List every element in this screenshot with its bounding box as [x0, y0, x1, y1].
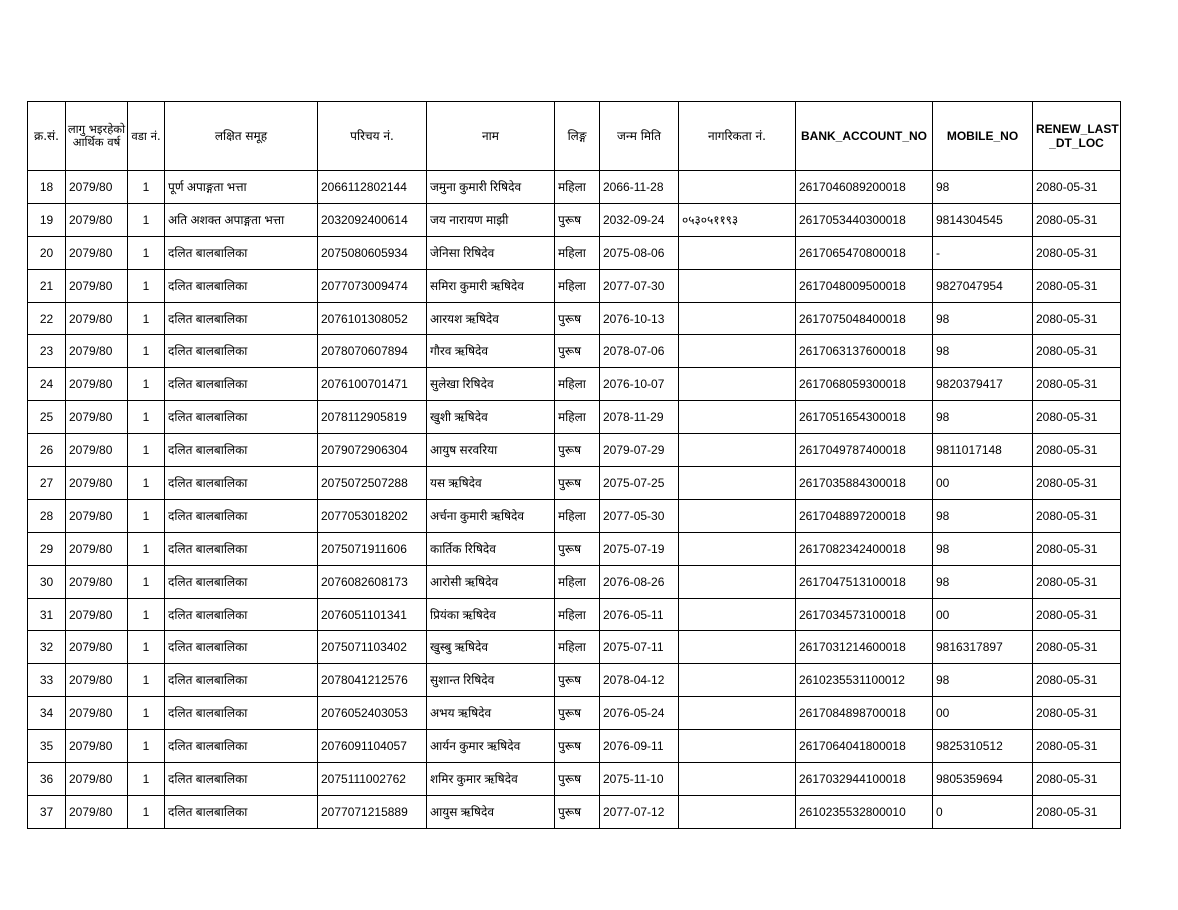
cell-citizenship — [679, 171, 796, 204]
cell-citizenship — [679, 664, 796, 697]
cell-gender: पुरूष — [555, 434, 600, 467]
header-gender: लिङ्ग — [555, 102, 600, 171]
cell-renew-date: 2080-05-31 — [1033, 664, 1121, 697]
cell-bank-account: 2617048897200018 — [796, 499, 933, 532]
cell-renew-date: 2080-05-31 — [1033, 467, 1121, 500]
cell-serial: 21 — [28, 269, 66, 302]
table-row — [28, 565, 1121, 598]
cell-id-number: 2076082608173 — [318, 565, 427, 598]
cell-target-group: दलित बालबालिका — [165, 795, 318, 828]
cell-target-group: दलित बालबालिका — [165, 499, 318, 532]
header-dob: जन्म मिति — [600, 102, 679, 171]
cell-gender: महिला — [555, 401, 600, 434]
cell-ward: 1 — [128, 171, 165, 204]
header-fiscal-year: लागु भइरहेको आर्थिक वर्ष — [66, 102, 128, 171]
cell-ward: 1 — [128, 631, 165, 664]
cell-citizenship — [679, 434, 796, 467]
cell-citizenship — [679, 598, 796, 631]
cell-target-group: दलित बालबालिका — [165, 434, 318, 467]
cell-fiscal-year: 2079/80 — [66, 368, 128, 401]
cell-ward: 1 — [128, 697, 165, 730]
cell-name: जय नारायण माझी — [427, 203, 555, 236]
cell-fiscal-year: 2079/80 — [66, 171, 128, 204]
cell-id-number: 2079072906304 — [318, 434, 427, 467]
cell-mobile: 98 — [933, 499, 1033, 532]
cell-target-group: अति अशक्त अपाङ्गता भत्ता — [165, 203, 318, 236]
cell-name: खुशी ऋषिदेव — [427, 401, 555, 434]
cell-citizenship — [679, 697, 796, 730]
cell-serial: 35 — [28, 730, 66, 763]
cell-ward: 1 — [128, 565, 165, 598]
cell-fiscal-year: 2079/80 — [66, 335, 128, 368]
cell-serial: 36 — [28, 763, 66, 796]
cell-gender: महिला — [555, 565, 600, 598]
cell-ward: 1 — [128, 532, 165, 565]
cell-serial: 31 — [28, 598, 66, 631]
cell-bank-account: 2617047513100018 — [796, 565, 933, 598]
cell-gender: पुरूष — [555, 467, 600, 500]
cell-target-group: पूर्ण अपाङ्गता भत्ता — [165, 171, 318, 204]
cell-serial: 23 — [28, 335, 66, 368]
cell-gender: पुरूष — [555, 730, 600, 763]
cell-serial: 19 — [28, 203, 66, 236]
cell-serial: 33 — [28, 664, 66, 697]
cell-citizenship: ०५३०५११९३ — [679, 203, 796, 236]
cell-mobile: 98 — [933, 565, 1033, 598]
cell-target-group: दलित बालबालिका — [165, 302, 318, 335]
cell-fiscal-year: 2079/80 — [66, 532, 128, 565]
cell-gender: पुरूष — [555, 697, 600, 730]
cell-target-group: दलित बालबालिका — [165, 236, 318, 269]
cell-citizenship — [679, 269, 796, 302]
cell-target-group: दलित बालबालिका — [165, 467, 318, 500]
cell-gender: पुरूष — [555, 302, 600, 335]
cell-id-number: 2075072507288 — [318, 467, 427, 500]
cell-id-number: 2075080605934 — [318, 236, 427, 269]
cell-citizenship — [679, 302, 796, 335]
cell-target-group: दलित बालबालिका — [165, 631, 318, 664]
cell-ward: 1 — [128, 763, 165, 796]
cell-fiscal-year: 2079/80 — [66, 203, 128, 236]
cell-renew-date: 2080-05-31 — [1033, 171, 1121, 204]
cell-mobile: 00 — [933, 467, 1033, 500]
cell-mobile: 9816317897 — [933, 631, 1033, 664]
table-row — [28, 730, 1121, 763]
cell-id-number: 2032092400614 — [318, 203, 427, 236]
cell-mobile: - — [933, 236, 1033, 269]
beneficiary-table — [27, 101, 1121, 829]
table-row — [28, 302, 1121, 335]
cell-gender: महिला — [555, 269, 600, 302]
table-row — [28, 499, 1121, 532]
cell-id-number: 2075111002762 — [318, 763, 427, 796]
cell-gender: पुरूष — [555, 532, 600, 565]
cell-serial: 22 — [28, 302, 66, 335]
cell-id-number: 2077071215889 — [318, 795, 427, 828]
cell-ward: 1 — [128, 302, 165, 335]
cell-serial: 28 — [28, 499, 66, 532]
header-serial: क्र.सं. — [28, 102, 66, 171]
cell-citizenship — [679, 565, 796, 598]
cell-citizenship — [679, 401, 796, 434]
table-body — [28, 171, 1121, 829]
cell-gender: पुरूष — [555, 763, 600, 796]
cell-ward: 1 — [128, 335, 165, 368]
table-row — [28, 697, 1121, 730]
cell-citizenship — [679, 499, 796, 532]
cell-ward: 1 — [128, 598, 165, 631]
table-row — [28, 203, 1121, 236]
table-row — [28, 467, 1121, 500]
cell-mobile: 98 — [933, 302, 1033, 335]
cell-target-group: दलित बालबालिका — [165, 664, 318, 697]
table-row — [28, 335, 1121, 368]
header-target-group: लक्षित समूह — [165, 102, 318, 171]
cell-dob: 2078-04-12 — [600, 664, 679, 697]
cell-gender: पुरूष — [555, 664, 600, 697]
cell-bank-account: 2617034573100018 — [796, 598, 933, 631]
cell-bank-account: 2617031214600018 — [796, 631, 933, 664]
cell-renew-date: 2080-05-31 — [1033, 763, 1121, 796]
cell-name: अर्चना कुमारी ऋषिदेव — [427, 499, 555, 532]
cell-renew-date: 2080-05-31 — [1033, 236, 1121, 269]
cell-mobile: 9811017148 — [933, 434, 1033, 467]
cell-gender: पुरूष — [555, 795, 600, 828]
cell-citizenship — [679, 467, 796, 500]
cell-citizenship — [679, 795, 796, 828]
cell-dob: 2077-05-30 — [600, 499, 679, 532]
cell-dob: 2032-09-24 — [600, 203, 679, 236]
cell-fiscal-year: 2079/80 — [66, 697, 128, 730]
cell-bank-account: 2617049787400018 — [796, 434, 933, 467]
cell-dob: 2078-07-06 — [600, 335, 679, 368]
cell-name: आयुष सरवरिया — [427, 434, 555, 467]
header-ward: वडा नं. — [128, 102, 165, 171]
cell-name: आर्यन कुमार ऋषिदेव — [427, 730, 555, 763]
cell-name: गौरव ऋषिदेव — [427, 335, 555, 368]
cell-target-group: दलित बालबालिका — [165, 598, 318, 631]
cell-serial: 27 — [28, 467, 66, 500]
cell-bank-account: 2617068059300018 — [796, 368, 933, 401]
cell-name: आरयश ऋषिदेव — [427, 302, 555, 335]
cell-mobile: 00 — [933, 697, 1033, 730]
cell-id-number: 2076101308052 — [318, 302, 427, 335]
cell-mobile: 9827047954 — [933, 269, 1033, 302]
cell-id-number: 2077053018202 — [318, 499, 427, 532]
cell-gender: महिला — [555, 598, 600, 631]
cell-mobile: 00 — [933, 598, 1033, 631]
cell-name: समिरा कुमारी ऋषिदेव — [427, 269, 555, 302]
header-id-number: परिचय नं. — [318, 102, 427, 171]
cell-dob: 2075-07-19 — [600, 532, 679, 565]
cell-serial: 30 — [28, 565, 66, 598]
cell-renew-date: 2080-05-31 — [1033, 401, 1121, 434]
header-citizenship: नागरिकता नं. — [679, 102, 796, 171]
cell-name: कार्तिक रिषिदेव — [427, 532, 555, 565]
cell-renew-date: 2080-05-31 — [1033, 368, 1121, 401]
cell-id-number: 2078041212576 — [318, 664, 427, 697]
cell-ward: 1 — [128, 795, 165, 828]
cell-name: अभय ऋषिदेव — [427, 697, 555, 730]
cell-serial: 37 — [28, 795, 66, 828]
cell-serial: 34 — [28, 697, 66, 730]
header-mobile: MOBILE_NO — [933, 102, 1033, 171]
cell-dob: 2079-07-29 — [600, 434, 679, 467]
cell-gender: महिला — [555, 631, 600, 664]
cell-mobile: 98 — [933, 664, 1033, 697]
table-row — [28, 631, 1121, 664]
cell-id-number: 2077073009474 — [318, 269, 427, 302]
cell-renew-date: 2080-05-31 — [1033, 795, 1121, 828]
cell-ward: 1 — [128, 730, 165, 763]
cell-serial: 26 — [28, 434, 66, 467]
cell-renew-date: 2080-05-31 — [1033, 499, 1121, 532]
cell-renew-date: 2080-05-31 — [1033, 598, 1121, 631]
cell-target-group: दलित बालबालिका — [165, 565, 318, 598]
cell-ward: 1 — [128, 368, 165, 401]
cell-fiscal-year: 2079/80 — [66, 499, 128, 532]
cell-bank-account: 2617035884300018 — [796, 467, 933, 500]
cell-mobile: 98 — [933, 401, 1033, 434]
cell-fiscal-year: 2079/80 — [66, 730, 128, 763]
table-row — [28, 236, 1121, 269]
cell-id-number: 2066112802144 — [318, 171, 427, 204]
cell-id-number: 2076052403053 — [318, 697, 427, 730]
cell-ward: 1 — [128, 269, 165, 302]
cell-gender: महिला — [555, 236, 600, 269]
cell-dob: 2078-11-29 — [600, 401, 679, 434]
cell-id-number: 2076091104057 — [318, 730, 427, 763]
cell-citizenship — [679, 532, 796, 565]
cell-mobile: 9805359694 — [933, 763, 1033, 796]
cell-dob: 2075-11-10 — [600, 763, 679, 796]
cell-mobile: 9814304545 — [933, 203, 1033, 236]
cell-citizenship — [679, 236, 796, 269]
cell-serial: 24 — [28, 368, 66, 401]
cell-serial: 20 — [28, 236, 66, 269]
cell-fiscal-year: 2079/80 — [66, 631, 128, 664]
cell-bank-account: 2617075048400018 — [796, 302, 933, 335]
table-row — [28, 368, 1121, 401]
cell-fiscal-year: 2079/80 — [66, 763, 128, 796]
cell-name: जमुना कुमारी रिषिदेव — [427, 171, 555, 204]
cell-renew-date: 2080-05-31 — [1033, 631, 1121, 664]
header-bank-account: BANK_ACCOUNT_NO — [796, 102, 933, 171]
cell-name: प्रियंका ऋषिदेव — [427, 598, 555, 631]
cell-serial: 32 — [28, 631, 66, 664]
cell-bank-account: 2617053440300018 — [796, 203, 933, 236]
table-row — [28, 664, 1121, 697]
cell-target-group: दलित बालबालिका — [165, 335, 318, 368]
cell-renew-date: 2080-05-31 — [1033, 269, 1121, 302]
cell-renew-date: 2080-05-31 — [1033, 203, 1121, 236]
cell-bank-account: 2617064041800018 — [796, 730, 933, 763]
cell-dob: 2075-08-06 — [600, 236, 679, 269]
table-row — [28, 795, 1121, 828]
cell-name: सुलेखा रिषिदेव — [427, 368, 555, 401]
cell-target-group: दलित बालबालिका — [165, 401, 318, 434]
header-renew-date: RENEW_LAST _DT_LOC — [1033, 102, 1121, 171]
cell-target-group: दलित बालबालिका — [165, 730, 318, 763]
table-row — [28, 598, 1121, 631]
cell-fiscal-year: 2079/80 — [66, 269, 128, 302]
cell-ward: 1 — [128, 499, 165, 532]
cell-bank-account: 2617084898700018 — [796, 697, 933, 730]
cell-fiscal-year: 2079/80 — [66, 664, 128, 697]
cell-ward: 1 — [128, 203, 165, 236]
table-row — [28, 269, 1121, 302]
cell-mobile: 98 — [933, 171, 1033, 204]
cell-bank-account: 2610235531100012 — [796, 664, 933, 697]
cell-bank-account: 2617032944100018 — [796, 763, 933, 796]
cell-target-group: दलित बालबालिका — [165, 697, 318, 730]
cell-name: खुस्बु ऋषिदेव — [427, 631, 555, 664]
cell-ward: 1 — [128, 236, 165, 269]
cell-dob: 2077-07-30 — [600, 269, 679, 302]
cell-citizenship — [679, 368, 796, 401]
cell-serial: 25 — [28, 401, 66, 434]
cell-mobile: 98 — [933, 532, 1033, 565]
cell-renew-date: 2080-05-31 — [1033, 565, 1121, 598]
cell-fiscal-year: 2079/80 — [66, 401, 128, 434]
cell-target-group: दलित बालबालिका — [165, 368, 318, 401]
cell-fiscal-year: 2079/80 — [66, 434, 128, 467]
cell-id-number: 2078070607894 — [318, 335, 427, 368]
cell-dob: 2076-10-07 — [600, 368, 679, 401]
cell-bank-account: 2617051654300018 — [796, 401, 933, 434]
cell-target-group: दलित बालबालिका — [165, 532, 318, 565]
cell-gender: महिला — [555, 499, 600, 532]
cell-gender: महिला — [555, 171, 600, 204]
cell-name: शमिर कुमार ऋषिदेव — [427, 763, 555, 796]
cell-dob: 2076-09-11 — [600, 730, 679, 763]
cell-id-number: 2076100701471 — [318, 368, 427, 401]
cell-bank-account: 2617048009500018 — [796, 269, 933, 302]
cell-fiscal-year: 2079/80 — [66, 598, 128, 631]
cell-target-group: दलित बालबालिका — [165, 763, 318, 796]
cell-gender: महिला — [555, 368, 600, 401]
cell-id-number: 2078112905819 — [318, 401, 427, 434]
cell-bank-account: 2617063137600018 — [796, 335, 933, 368]
cell-ward: 1 — [128, 401, 165, 434]
cell-name: सुशान्त रिषिदेव — [427, 664, 555, 697]
cell-bank-account: 2610235532800010 — [796, 795, 933, 828]
cell-citizenship — [679, 763, 796, 796]
cell-mobile: 0 — [933, 795, 1033, 828]
cell-serial: 29 — [28, 532, 66, 565]
table-row — [28, 434, 1121, 467]
cell-mobile: 9820379417 — [933, 368, 1033, 401]
cell-fiscal-year: 2079/80 — [66, 302, 128, 335]
cell-dob: 2076-08-26 — [600, 565, 679, 598]
cell-gender: पुरूष — [555, 203, 600, 236]
header-row — [28, 102, 1121, 171]
cell-renew-date: 2080-05-31 — [1033, 302, 1121, 335]
header-name: नाम — [427, 102, 555, 171]
cell-fiscal-year: 2079/80 — [66, 565, 128, 598]
cell-renew-date: 2080-05-31 — [1033, 730, 1121, 763]
cell-gender: पुरूष — [555, 335, 600, 368]
table-row — [28, 763, 1121, 796]
cell-bank-account: 2617046089200018 — [796, 171, 933, 204]
cell-citizenship — [679, 730, 796, 763]
cell-dob: 2066-11-28 — [600, 171, 679, 204]
cell-ward: 1 — [128, 467, 165, 500]
cell-dob: 2076-05-24 — [600, 697, 679, 730]
cell-dob: 2076-05-11 — [600, 598, 679, 631]
cell-target-group: दलित बालबालिका — [165, 269, 318, 302]
cell-renew-date: 2080-05-31 — [1033, 697, 1121, 730]
cell-dob: 2075-07-11 — [600, 631, 679, 664]
cell-dob: 2077-07-12 — [600, 795, 679, 828]
cell-mobile: 9825310512 — [933, 730, 1033, 763]
cell-fiscal-year: 2079/80 — [66, 795, 128, 828]
cell-citizenship — [679, 631, 796, 664]
table-header — [28, 102, 1121, 171]
cell-renew-date: 2080-05-31 — [1033, 532, 1121, 565]
cell-serial: 18 — [28, 171, 66, 204]
cell-name: यस ऋषिदेव — [427, 467, 555, 500]
cell-name: आयुस ऋषिदेव — [427, 795, 555, 828]
cell-fiscal-year: 2079/80 — [66, 236, 128, 269]
cell-bank-account: 2617082342400018 — [796, 532, 933, 565]
cell-id-number: 2075071911606 — [318, 532, 427, 565]
cell-name: जेनिसा रिषिदेव — [427, 236, 555, 269]
table-row — [28, 171, 1121, 204]
cell-mobile: 98 — [933, 335, 1033, 368]
cell-fiscal-year: 2079/80 — [66, 467, 128, 500]
cell-ward: 1 — [128, 434, 165, 467]
cell-renew-date: 2080-05-31 — [1033, 434, 1121, 467]
cell-citizenship — [679, 335, 796, 368]
cell-renew-date: 2080-05-31 — [1033, 335, 1121, 368]
table-row — [28, 401, 1121, 434]
cell-dob: 2076-10-13 — [600, 302, 679, 335]
cell-ward: 1 — [128, 664, 165, 697]
cell-name: आरोसी ऋषिदेव — [427, 565, 555, 598]
cell-id-number: 2076051101341 — [318, 598, 427, 631]
cell-dob: 2075-07-25 — [600, 467, 679, 500]
cell-bank-account: 2617065470800018 — [796, 236, 933, 269]
cell-id-number: 2075071103402 — [318, 631, 427, 664]
table-row — [28, 532, 1121, 565]
